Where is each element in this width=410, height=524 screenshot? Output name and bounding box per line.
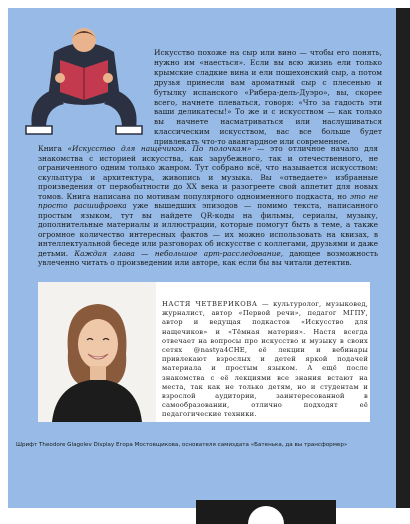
author-block bbox=[38, 282, 370, 422]
author-bio: НАСТЯ ЧЕТВЕРИКОВА — культуролог, музыковед, журналист, автор «Первой речи», педагог МГПУ, автор и ведущая подкастов «Искусство для нащечиков» и «Тёмная материя». Настя всегда отвечает на вопросы про искусство и музыку в своих сетях @nastya4CHE, её лекции и вебинары привлекают взрослых и детей яркой подачей материала и простым языком. А ещё после знакомства с её лекциями все знания встают на места, так как не только детям, но и студентам и взрослой аудитории, заинтересованной в самообразовании, отлично подходят её педагогические техники. bbox=[162, 300, 368, 419]
intro-paragraph: Искусство похоже на сыр или вино — чтобы его понять, нужно им «наесться». Если вы всю жизнь ели только крымские сладкие вина и ели пошехонский сыр, а потом друзья принесли вам ароматный сыр с плесенью и бутылку испанского «Рибера-дель-Дуэро», вы, скорее всего, начнете плеваться, говоря: «Что за гадость эти ваши деликатесы!» То же и с искусством — как только вы начнете насматриваться или наслушиваться классическим искусством, вас все больше будет привлекать что-то авангардное или современное. bbox=[154, 48, 382, 147]
right-hand bbox=[103, 73, 113, 83]
left-hand bbox=[55, 73, 65, 83]
right-shoe bbox=[116, 126, 142, 134]
author-photo bbox=[38, 282, 156, 422]
hang-tab bbox=[196, 500, 336, 524]
book-title: «Искусство для нащечиков. По полочкам» bbox=[67, 144, 252, 153]
book-description: Книга «Искусство для нащечиков. По полочкам» — это отличное начало для знакомства с историей искусства, как зарубежного, так и отечественного, не ограниченного одним только жанром. Тут собрано всё, что называется искусством: скульптура и архитектура, живопись и музыка. Вы «отведаете» избранные произведения от первобытности до XX века и разогреете свой аппетит для новых томов. Книга написана по мотивам популярного одноименного подкаста, но это не просто расшифровка уже вышедших эпизодов — помимо текста, написанного простым языком, тут вы найдете QR-коды на фильмы, сериалы, музыку, дополнительные материалы и иллюстрации, которые помогут быть в теме, а также огромное количество интересных фактов — их можно использовать на квизах, в интеллектуальной беседе или разговорах об искусстве с коллегами, друзьями и даже детьми. Каждая глава — небольшое арт-расследование, дающее возможность увлеченно читать о произведении или авторе, как если бы вы читали детектив. bbox=[38, 144, 378, 267]
left-shoe bbox=[26, 126, 52, 134]
cover-edge bbox=[396, 8, 410, 508]
back-cover bbox=[8, 8, 396, 508]
font-credit: Шрифт Theodore Glagolev Display Егора Мостовщикова, основателя самиздата «Батенька, да вы трансформер» bbox=[16, 442, 348, 448]
author-name: НАСТЯ ЧЕТВЕРИКОВА bbox=[162, 300, 258, 308]
reading-person-illustration bbox=[24, 20, 144, 138]
